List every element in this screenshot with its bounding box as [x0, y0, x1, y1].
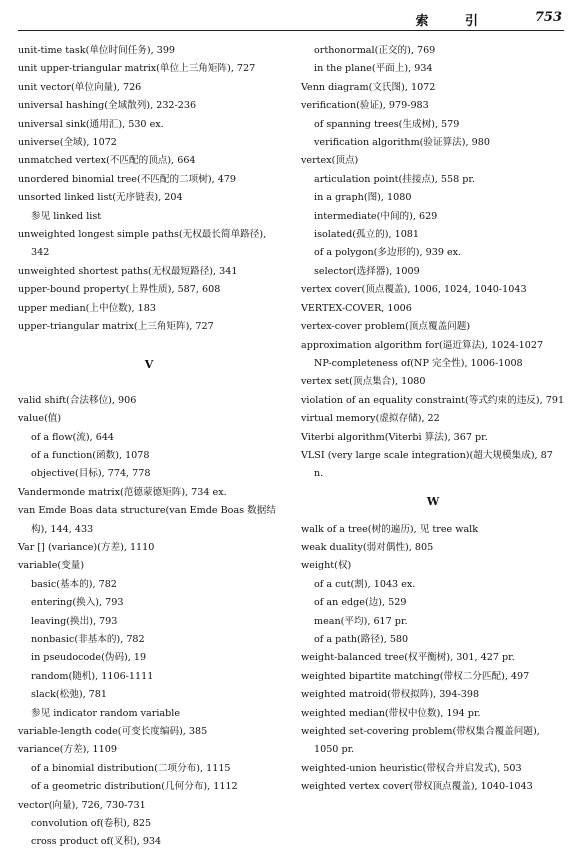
index-entry: weighted median(带权中位数), 194 pr. — [301, 707, 481, 719]
index-entry: of a cut(割), 1043 ex. — [314, 578, 416, 590]
index-entry: selector(选择器), 1009 — [314, 265, 420, 277]
index-entry: vertex(顶点) — [301, 155, 359, 167]
index-entry: of a path(路径), 580 — [314, 633, 409, 645]
index-entry: unweighted shortest paths(无权最短路径), 341 — [18, 265, 238, 277]
index-entry: unsorted linked list(无序链表), 204 — [18, 192, 183, 204]
index-entry: orthonormal(正交的), 769 — [314, 45, 436, 56]
index-entry: weighted vertex cover(带权顶点覆盖), 1040-1043 — [301, 781, 533, 793]
section-letter: V — [144, 357, 154, 371]
index-entry: articulation point(挂接点), 558 pr. — [314, 173, 475, 185]
index-entry: van Emde Boas data structure(van Emde Boas 数据结构), 144, 433 — [18, 505, 276, 535]
index-entry: upper-triangular matrix(上三角矩阵), 727 — [18, 321, 214, 333]
index-entry: approximation algorithm for(逼近算法), 1024-1027 — [301, 339, 544, 351]
index-entry: upper median(上中位数), 183 — [18, 302, 156, 314]
index-entry: weighted set-covering problem(带权集合覆盖问题), 1050 pr. — [301, 726, 540, 756]
index-entry: Vandermonde matrix(范德蒙德矩阵), 734 ex. — [18, 486, 227, 498]
index-entry: unit vector(单位向量), 726 — [18, 81, 142, 93]
page-header — [18, 8, 564, 31]
index-entry: weight(权) — [301, 560, 352, 572]
index-entry: weak duality(弱对偶性), 805 — [301, 541, 434, 553]
index-entry: nonbasic(非基本的), 782 — [31, 633, 145, 645]
index-entry: in a graph(图), 1080 — [314, 192, 412, 204]
index-entry: of a polygon(多边形的), 939 ex. — [314, 247, 462, 259]
running-title: 索 引 — [415, 14, 494, 29]
index-entry: of a binomial distribution(二项分布), 1115 — [31, 762, 231, 774]
index-entry: 参见 linked list — [31, 210, 102, 222]
index-entry: value(值) — [18, 413, 62, 425]
index-entry: 参见 indicator random variable — [31, 707, 181, 719]
index-entry: in the plane(平面上), 934 — [314, 63, 433, 75]
index-entry: slack(松弛), 781 — [31, 689, 107, 701]
index-entry: universal sink(通用汇), 530 ex. — [18, 118, 164, 130]
index-entry: basic(基本的), 782 — [31, 578, 117, 590]
index-entry: isolated(孤立的), 1081 — [314, 229, 420, 241]
index-entry: in pseudocode(伪码), 19 — [31, 652, 147, 664]
index-entry: unmatched vertex(不匹配的顶点), 664 — [18, 155, 196, 167]
index-entry: random(随机), 1106-1111 — [31, 670, 154, 682]
index-entry: vector(向量), 726, 730-731 — [18, 799, 146, 811]
index-entry: universal hashing(全域散列), 232-236 — [18, 100, 197, 112]
page-number: 753 — [534, 10, 562, 25]
index-entry: unweighted longest simple paths(无权最长简单路径), 342 — [18, 229, 267, 259]
index-entry: unit upper-triangular matrix(单位上三角矩阵), 727 — [18, 63, 256, 75]
index-entry: vertex cover(顶点覆盖), 1006, 1024, 1040-1043 — [301, 284, 527, 296]
index-entry: of a function(函数), 1078 — [31, 449, 150, 461]
index-entry: mean(平均), 617 pr. — [314, 615, 408, 627]
index-entry: violation of an equality constraint(等式约束的违反), 791 — [301, 394, 565, 406]
index-entry: upper-bound property(上界性质), 587, 608 — [18, 284, 221, 296]
index-entry: NP-completeness of(NP 完全性), 1006-1008 — [314, 357, 523, 369]
index-entry: weighted bipartite matching(带权二分匹配), 497 — [301, 670, 530, 682]
index-entry: of a geometric distribution(几何分布), 1112 — [31, 781, 238, 793]
index-entry: variance(方差), 1109 — [18, 744, 117, 756]
index-entry: of spanning trees(生成树), 579 — [314, 118, 460, 130]
index-entry: valid shift(合法移位), 906 — [18, 394, 137, 406]
index-entry: of an edge(边), 529 — [314, 597, 407, 609]
index-entry: Viterbi algorithm(Viterbi 算法), 367 pr. — [301, 431, 488, 443]
index-entry: convolution of(卷积), 825 — [31, 818, 152, 830]
index-entry: weighted matroid(带权拟阵), 394-398 — [301, 689, 480, 701]
index-entry: unordered binomial tree(不匹配的二项树), 479 — [18, 173, 237, 185]
index-entry: VLSI (very large scale integration)(超大规模集成), 87 n. — [301, 449, 553, 480]
index-entry: vertex set(顶点集合), 1080 — [301, 376, 426, 388]
index-entry: Venn diagram(文氏图), 1072 — [301, 81, 436, 93]
index-entry: variable(变量) — [18, 560, 85, 572]
index-entry: unit-time task(单位时间任务), 399 — [18, 45, 176, 56]
index-entry: leaving(换出), 793 — [31, 615, 118, 627]
index-entry: VERTEX-COVER, 1006 — [301, 302, 412, 314]
section-letter: W — [426, 494, 440, 508]
index-entry: verification(验证), 979-983 — [301, 100, 429, 112]
index-entry: entering(换入), 793 — [31, 597, 124, 609]
left-index-column — [18, 42, 280, 852]
index-entry: verification algorithm(验证算法), 980 — [314, 137, 490, 149]
index-entry: weight-balanced tree(权平衡树), 301, 427 pr. — [301, 652, 515, 664]
index-entry: walk of a tree(树的遍历), 见 tree walk — [301, 523, 479, 535]
index-entry: virtual memory(虚拟存储), 22 — [301, 413, 440, 425]
index-entry: intermediate(中间的), 629 — [314, 210, 438, 222]
index-entry: universe(全域), 1072 — [18, 137, 117, 149]
index-entry: vertex-cover problem(顶点覆盖问题) — [301, 321, 471, 333]
index-entry: Var [] (variance)(方差), 1110 — [18, 541, 155, 553]
right-index-column — [301, 42, 565, 797]
index-entry: weighted-union heuristic(带权合并启发式), 503 — [301, 762, 522, 774]
index-entry: objective(目标), 774, 778 — [31, 468, 151, 480]
index-entry: cross product of(叉积), 934 — [31, 836, 162, 848]
index-entry: of a flow(流), 644 — [31, 431, 115, 443]
index-entry: variable-length code(可变长度编码), 385 — [18, 726, 208, 737]
